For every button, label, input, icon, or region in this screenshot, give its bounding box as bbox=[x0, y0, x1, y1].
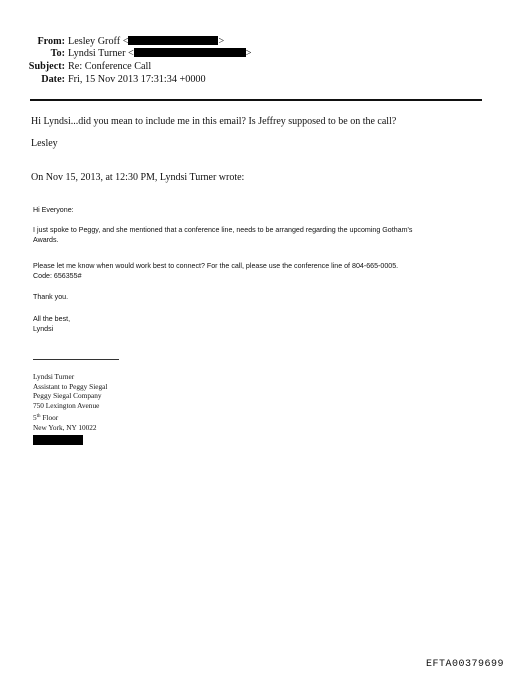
signature-city: New York, NY 10022 bbox=[33, 423, 97, 432]
date-line bbox=[20, 73, 206, 86]
subject-value: Re: Conference Call bbox=[68, 61, 152, 72]
quoted-para2-line1: Please let me know when would work best to connect? For the call, please use the conference line of 804-665-0005. bbox=[33, 262, 399, 270]
signature-title: Assistant to Peggy Siegal bbox=[33, 381, 108, 391]
floor-number: 5 bbox=[33, 413, 37, 422]
signature-floor bbox=[33, 412, 58, 423]
signature-divider bbox=[33, 359, 119, 360]
signature-address: 750 Lexington Avenue bbox=[33, 400, 100, 410]
quoted-para2-line2: Code: 656355# bbox=[33, 272, 82, 280]
date-value: Fri, 15 Nov 2013 17:31:34 +0000 bbox=[68, 74, 206, 85]
reply-body: Hi Lyndsi...did you mean to include me in this email? Is Jeffrey supposed to be on the call? bbox=[31, 116, 397, 127]
quoted-closing: All the best, bbox=[33, 315, 71, 323]
from-value: Lesley Groff < bbox=[68, 36, 129, 47]
subject-label: Subject: bbox=[28, 61, 65, 72]
from-end: > bbox=[218, 36, 225, 47]
signature-company: Peggy Siegal Company bbox=[33, 391, 102, 400]
to-label: To: bbox=[50, 48, 65, 59]
floor-suffix: th bbox=[36, 414, 41, 419]
quoted-para1-line2: Awards. bbox=[33, 236, 59, 244]
redaction-bar bbox=[128, 36, 218, 45]
document-id: EFTA00379699 bbox=[425, 659, 504, 670]
quoted-name: Lyndsi bbox=[33, 325, 54, 333]
redaction-bar bbox=[33, 435, 83, 445]
quoted-thanks: Thank you. bbox=[33, 293, 69, 301]
redaction-bar bbox=[134, 48, 246, 57]
date-label: Date: bbox=[41, 74, 65, 85]
signature-name: Lyndsi Turner bbox=[33, 372, 75, 381]
quote-intro: On Nov 15, 2013, at 12:30 PM, Lyndsi Turner wrote: bbox=[31, 172, 245, 183]
to-line bbox=[20, 47, 252, 60]
from-label: From: bbox=[37, 36, 65, 47]
to-end: > bbox=[245, 48, 252, 59]
subject-line bbox=[20, 60, 151, 73]
floor-word: Floor bbox=[40, 413, 59, 422]
reply-signoff: Lesley bbox=[31, 138, 58, 149]
to-value: Lyndsi Turner < bbox=[68, 48, 134, 59]
header-divider bbox=[30, 99, 482, 101]
quoted-para1-line1: I just spoke to Peggy, and she mentioned that a conference line, needs to be arranged regarding the upcoming Gotham's bbox=[33, 226, 413, 234]
quoted-greeting: Hi Everyone: bbox=[33, 206, 74, 214]
